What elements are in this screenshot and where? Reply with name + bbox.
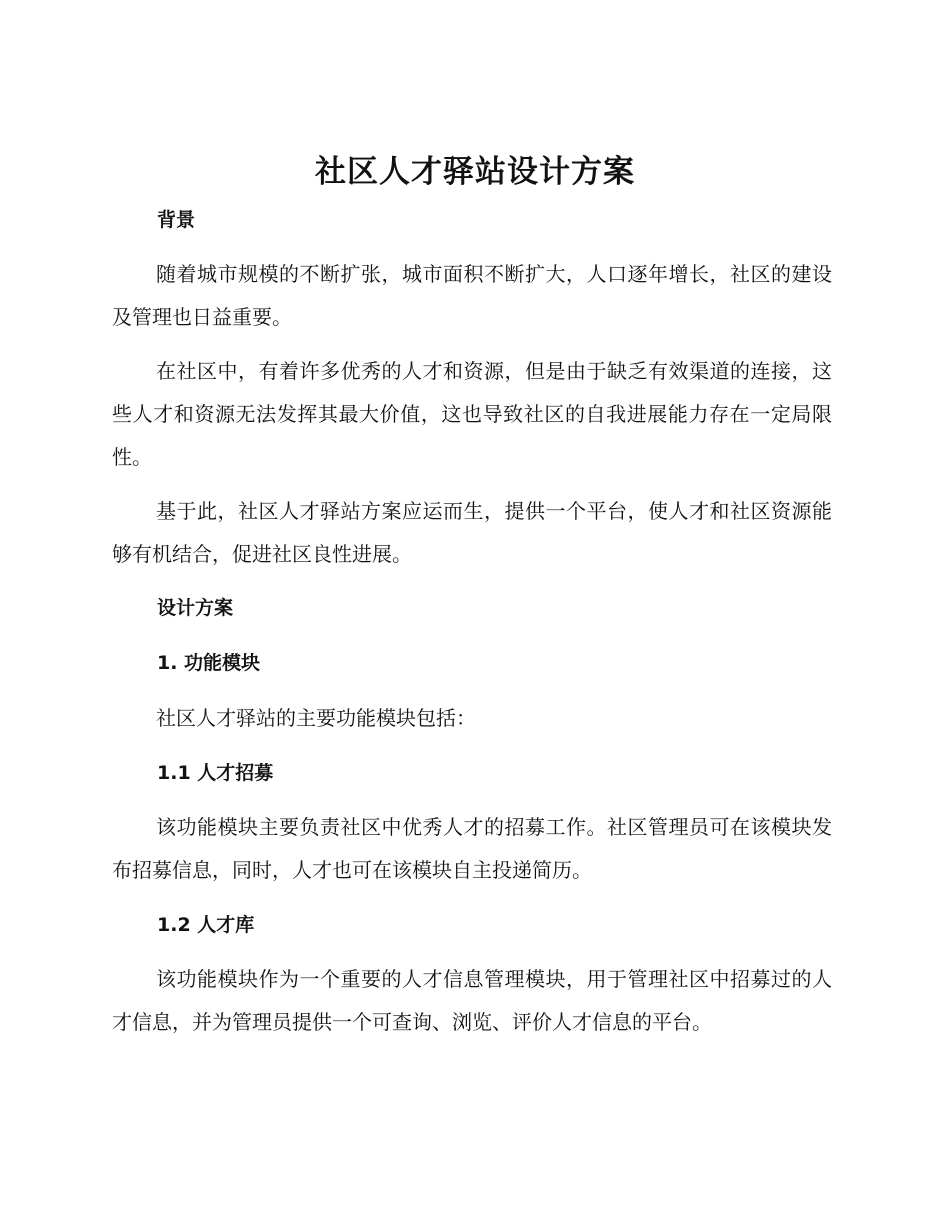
section-heading-recruit: 1.1 人才招募 xyxy=(157,762,274,784)
paragraph-function-intro: 社区人才驿站的主要功能模块包括： xyxy=(156,706,476,730)
section-heading-talent-library: 1.2 人才库 xyxy=(157,914,255,936)
section-heading-background: 背景 xyxy=(157,209,196,231)
section-heading-function-modules: 1. 功能模块 xyxy=(157,652,261,674)
paragraph-background-2: 在社区中，有着许多优秀的人才和资源，但是由于缺乏有效渠道的连接，这些人才和资源无法发挥其最大价值，这也导致社区的自我进展能力存在一定局限性。 xyxy=(112,359,832,469)
paragraph-background-3: 基于此，社区人才驿站方案应运而生，提供一个平台，使人才和社区资源能够有机结合，促进社区良性进展。 xyxy=(112,499,832,566)
section-heading-design: 设计方案 xyxy=(157,597,234,619)
paragraph-background-1: 随着城市规模的不断扩张，城市面积不断扩大，人口逐年增长，社区的建设及管理也日益重要。 xyxy=(112,262,832,329)
document-title: 社区人才驿站设计方案 xyxy=(315,154,635,190)
paragraph-recruit: 该功能模块主要负责社区中优秀人才的招募工作。社区管理员可在该模块发布招募信息，同时，人才也可在该模块自主投递简历。 xyxy=(112,815,832,882)
paragraph-talent-library: 该功能模块作为一个重要的人才信息管理模块，用于管理社区中招募过的人才信息，并为管理员提供一个可查询、浏览、评价人才信息的平台。 xyxy=(112,967,832,1034)
